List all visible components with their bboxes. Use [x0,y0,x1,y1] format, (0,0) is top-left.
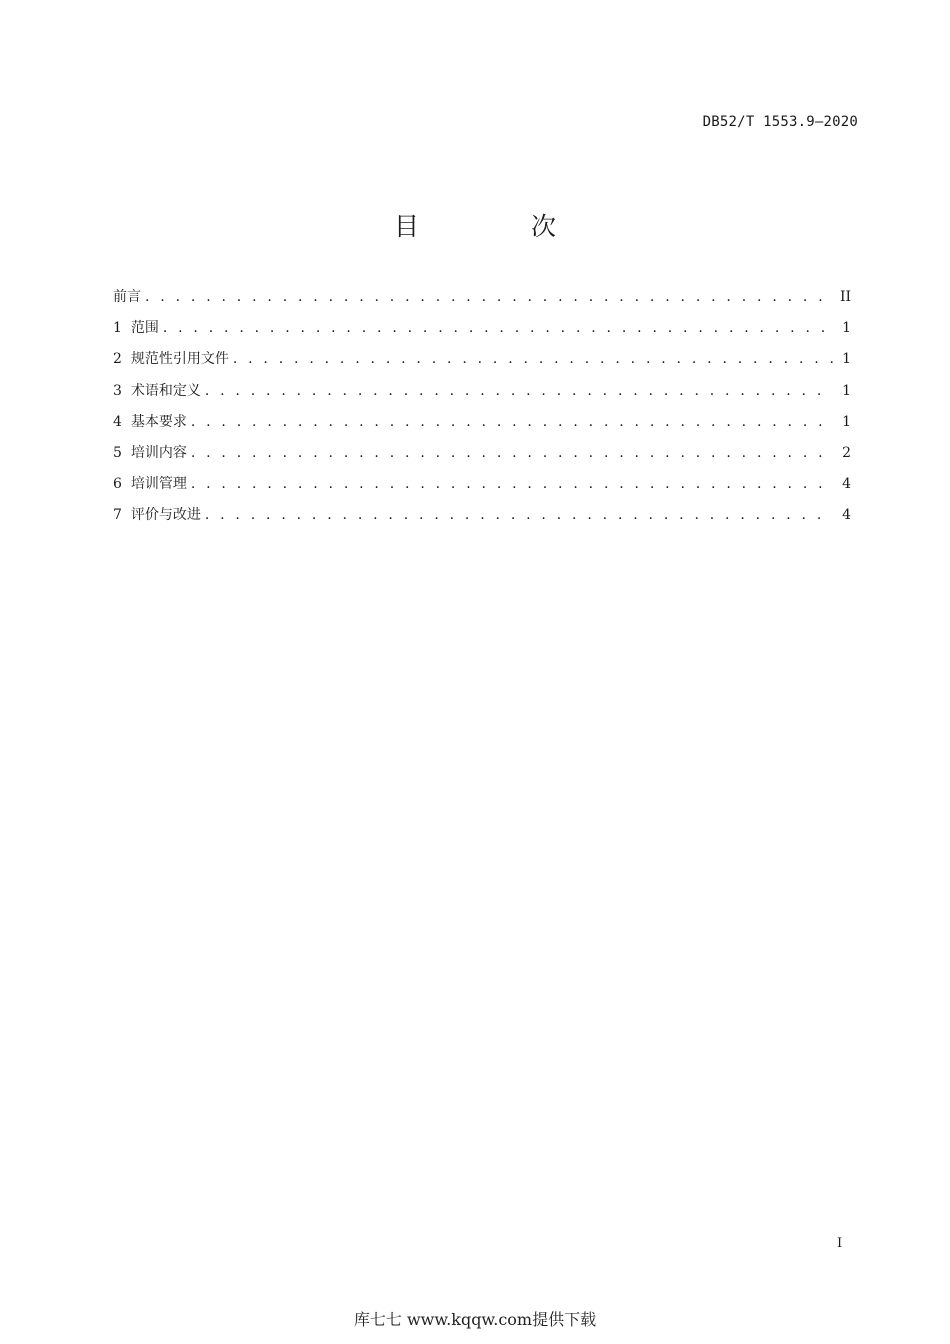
toc-entry-label: 规范性引用文件 [130,351,229,368]
toc-entry-label: 前言 [113,289,141,305]
toc-entry-number: 3 [113,382,122,399]
toc-leader-dots [191,445,833,461]
toc-entry-label: 培训管理 [130,476,187,493]
toc-entry-foreword[interactable] [113,286,851,317]
toc-leader-dots [191,476,833,492]
page-number: I [837,1236,843,1251]
toc-entry-number: 1 [113,320,122,337]
toc-entry-label: 基本要求 [130,413,187,430]
toc-entry-page: 1 [842,413,851,430]
toc-entry-label: 评价与改进 [130,507,201,524]
toc-leader-dots [191,414,833,430]
toc-leader-dots [205,383,833,399]
toc-entry-page: 1 [842,351,851,368]
download-footer: 库七七 www.kqqw.com提供下载 [353,1310,597,1329]
toc-entry-label: 术语和定义 [130,382,201,399]
toc-entry-number: 7 [113,507,122,524]
toc-entry-training-content[interactable] [113,442,851,473]
toc-entry-training-management[interactable] [113,473,851,504]
toc-entry-page: 4 [842,476,851,493]
toc-entry-evaluation-improvement[interactable] [113,504,851,535]
toc-entry-page: 4 [842,507,851,524]
standard-code: DB52/T 1553.9—2020 [702,114,858,130]
toc-entry-number: 5 [113,444,122,461]
toc-entry-terms-definitions[interactable] [113,380,851,411]
toc-leader-dots [163,320,833,336]
toc-leader-dots [233,351,833,367]
toc-entry-label: 培训内容 [130,444,187,461]
toc-leader-dots [145,289,833,305]
toc-title: 目 次 [394,212,608,241]
toc-entry-basic-requirements[interactable] [113,411,851,442]
toc-entry-number: 2 [113,351,122,368]
toc-entry-number: 6 [113,476,122,493]
toc-entry-page: II [839,289,851,305]
toc-entry-label: 范围 [130,320,159,337]
table-of-contents [113,286,851,536]
toc-entry-page: 1 [842,382,851,399]
toc-entry-number: 4 [113,413,122,430]
toc-entry-normative-references[interactable] [113,348,851,379]
toc-entry-page: 2 [842,444,851,461]
toc-entry-scope[interactable] [113,317,851,348]
toc-entry-page: 1 [842,320,851,337]
toc-leader-dots [205,507,833,523]
